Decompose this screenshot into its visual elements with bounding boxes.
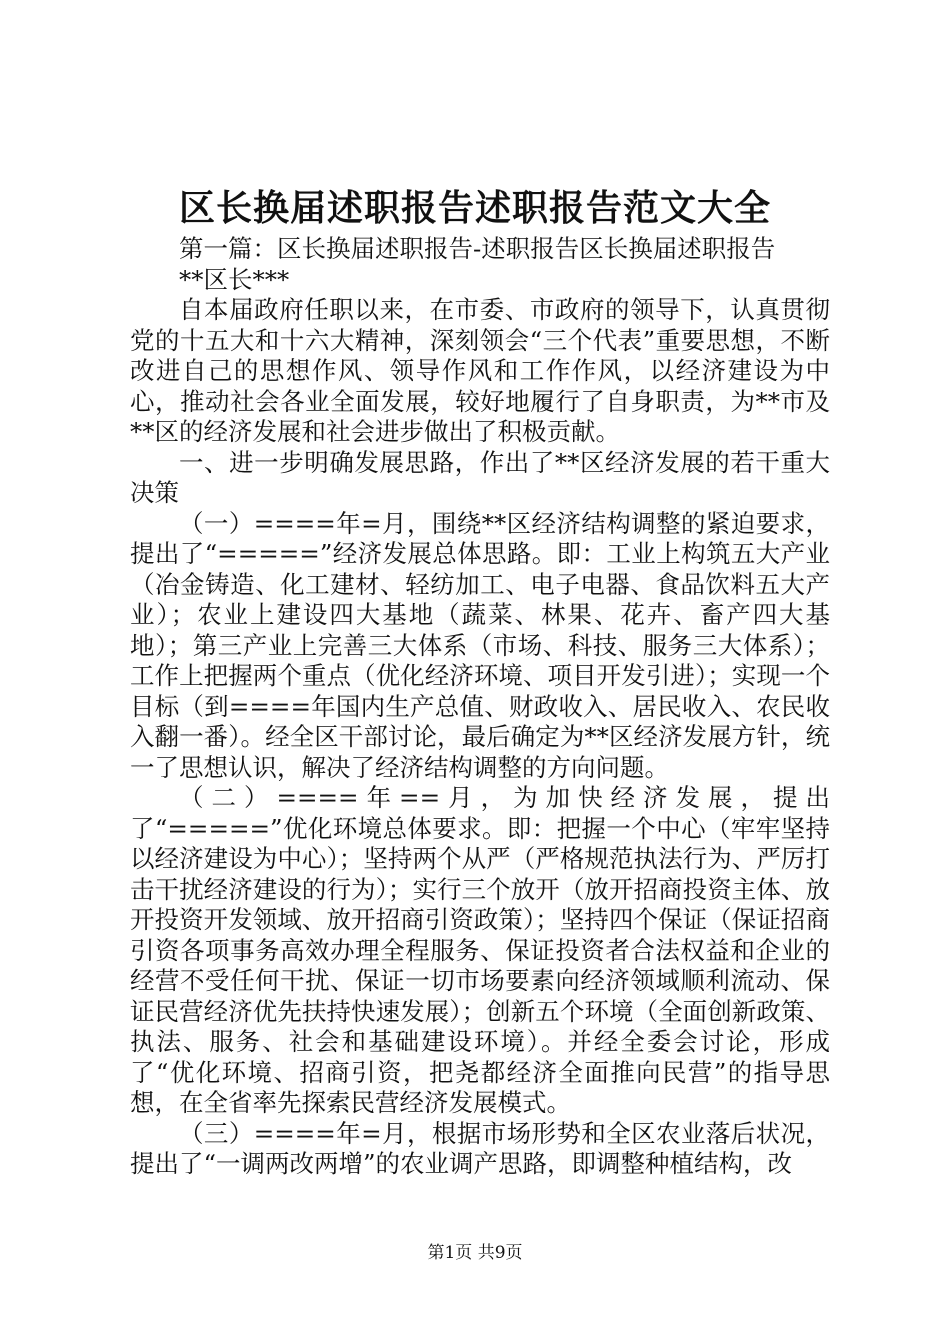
paragraph-item-one: （一）====年=月，围绕**区经济结构调整的紧迫要求，提出了“=====”经济发展总体思路。即：工业上构筑五大产业（冶金铸造、化工建材、轻纺加工、电子电器、食品饮料五大产业）；农业上建设四大基地（蔬菜、林果、花卉、畜产四大基地）；第三产业上完善三大体系（市场、科技、服务三大体系）；工作上把握两个重点（优化经济环境、项目开发引进）；实现一个目标（到====年国内生产总值、财政收入、居民收入、农民收入翻一番）。经全区干部讨论，最后确定为**区经济发展方针，统一了思想认识，解决了经济结构调整的方向问题。: [130, 508, 830, 782]
paragraph-heading-one: 一、进一步明确发展思路，作出了**区经济发展的若干重大决策: [130, 447, 830, 507]
section-heading: 第一篇：区长换届述职报告-述职报告区长换届述职报告: [179, 234, 776, 263]
author-line: **区长***: [179, 264, 290, 294]
page-footer: 第1页 共9页: [427, 1243, 523, 1263]
paragraph-item-three: （三）====年=月，根据市场形势和全区农业落后状况，提出了“一调两改两增”的农业调产思路，即调整种植结构，改: [130, 1118, 830, 1178]
document-body: [130, 234, 830, 1180]
document-title: 区长换届述职报告述职报告范文大全: [178, 187, 771, 229]
paragraph-item-two: （二）====年==月，为加快经济发展，提出了“=====”优化环境总体要求。即：把握一个中心（牢牢坚持以经济建设为中心）；坚持两个从严（严格规范执法行为、严厉打击干扰经济建设的行为）；实行三个放开（放开招商投资主体、放开投资开发领域、放开招商引资政策）；坚持四个保证（保证招商引资各项事务高效办理全程服务、保证投资者合法权益和企业的经营不受任何干扰、保证一切市场要素向经济领域顺利流动、保证民营经济优先扶持快速发展）；创新五个环境（全面创新政策、执法、服务、社会和基础建设环境）。并经全委会讨论，形成了“优化环境、招商引资，把尧都经济全面推向民营”的指导思想，在全省率先探索民营经济发展模式。: [130, 783, 830, 1117]
paragraph-intro: 自本届政府任职以来，在市委、市政府的领导下，认真贯彻党的十五大和十六大精神，深刻领会“三个代表”重要思想，不断改进自己的思想作风、领导作风和工作作风，以经济建设为中心，推动社会各业全面发展，较好地履行了自身职责，为**市及**区的经济发展和社会进步做出了积极贡献。: [130, 295, 830, 446]
